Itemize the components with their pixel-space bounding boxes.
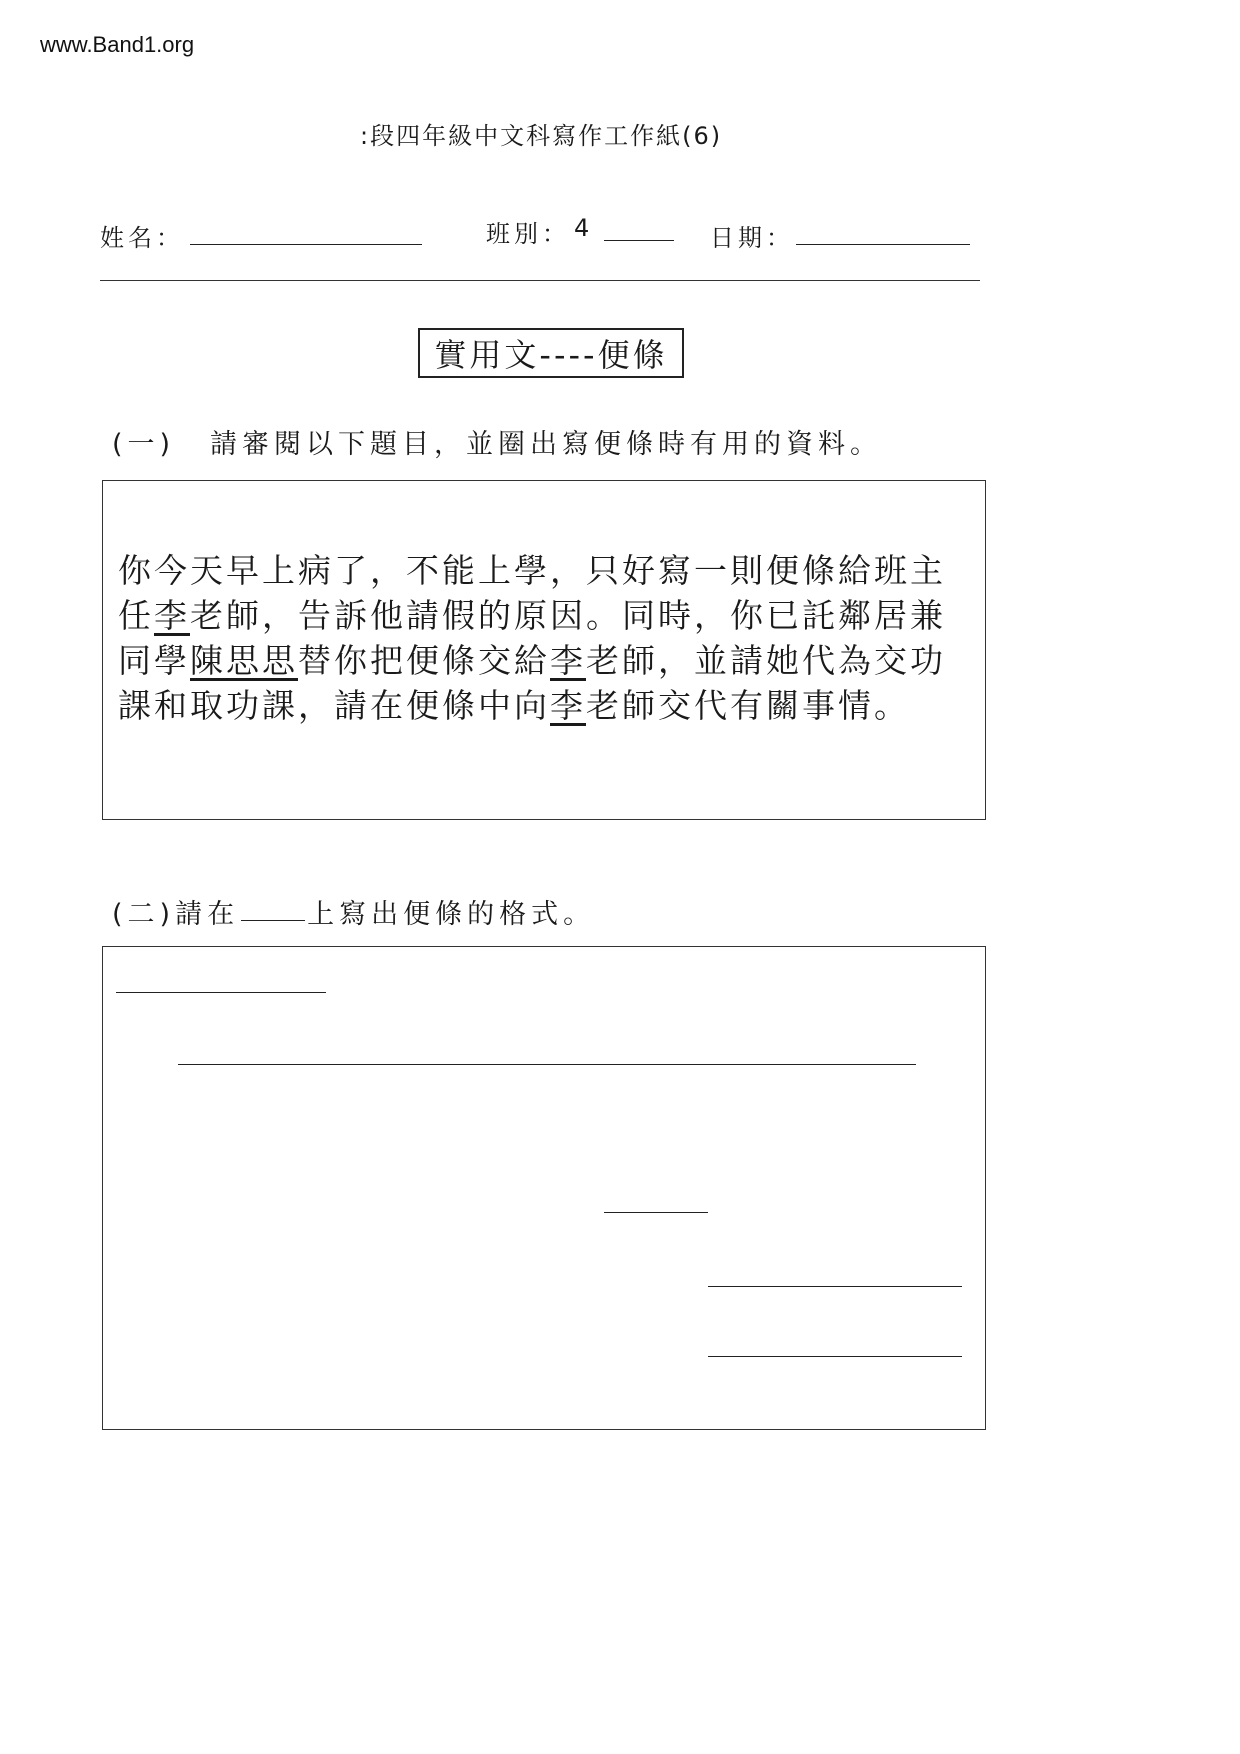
passage-name-li: 李	[550, 641, 586, 680]
question1-instruction: 請審閱以下題目，並圈出寫便條時有用的資料。	[210, 429, 882, 460]
section-heading: 實用文----便條	[418, 328, 684, 378]
passage-name-li: 李	[154, 596, 190, 635]
passage-text: 替你把便條交給	[298, 641, 550, 680]
class-value: 4	[574, 214, 594, 242]
passage-text: 老師，並請她代為交功課和取功課，請在便條中向	[118, 641, 946, 725]
date-blank[interactable]	[796, 244, 970, 245]
question2-instruction	[112, 892, 595, 931]
inline-blank	[241, 920, 305, 921]
passage-name-li: 李	[550, 686, 586, 725]
question1-passage	[118, 548, 978, 728]
name-label: 姓名：	[100, 224, 184, 252]
question2-box	[102, 946, 986, 1430]
passage-text: 你今天早上病了，不能上學，只好寫一則便條給班主任	[118, 551, 946, 635]
name-blank[interactable]	[190, 244, 422, 245]
passage-name-chan-sisi: 陳思思	[190, 641, 298, 680]
question1-number: (一)	[112, 429, 176, 460]
header-divider	[100, 280, 980, 281]
passage-text: 老師，告訴他請假的原因。同時，你已託鄰居兼同學	[118, 596, 946, 680]
question2-instruction-after: 上寫出便條的格式。	[307, 899, 596, 930]
worksheet-title: :段四年級中文科寫作工作紙(6)	[360, 122, 723, 150]
passage-text: 老師交代有關事情。	[586, 686, 910, 725]
class-label: 班別：	[486, 220, 570, 248]
date-line[interactable]	[708, 1356, 962, 1357]
recipient-line[interactable]	[116, 992, 326, 993]
question2-number: (二)	[112, 899, 176, 930]
closing-line[interactable]	[604, 1212, 708, 1213]
watermark-text: www.Band1.org	[40, 32, 195, 57]
class-blank[interactable]	[604, 240, 674, 241]
question2-instruction-before: 請在	[175, 899, 240, 930]
signature-line[interactable]	[708, 1286, 962, 1287]
body-line[interactable]	[178, 1064, 916, 1065]
date-label: 日期：	[710, 224, 794, 252]
